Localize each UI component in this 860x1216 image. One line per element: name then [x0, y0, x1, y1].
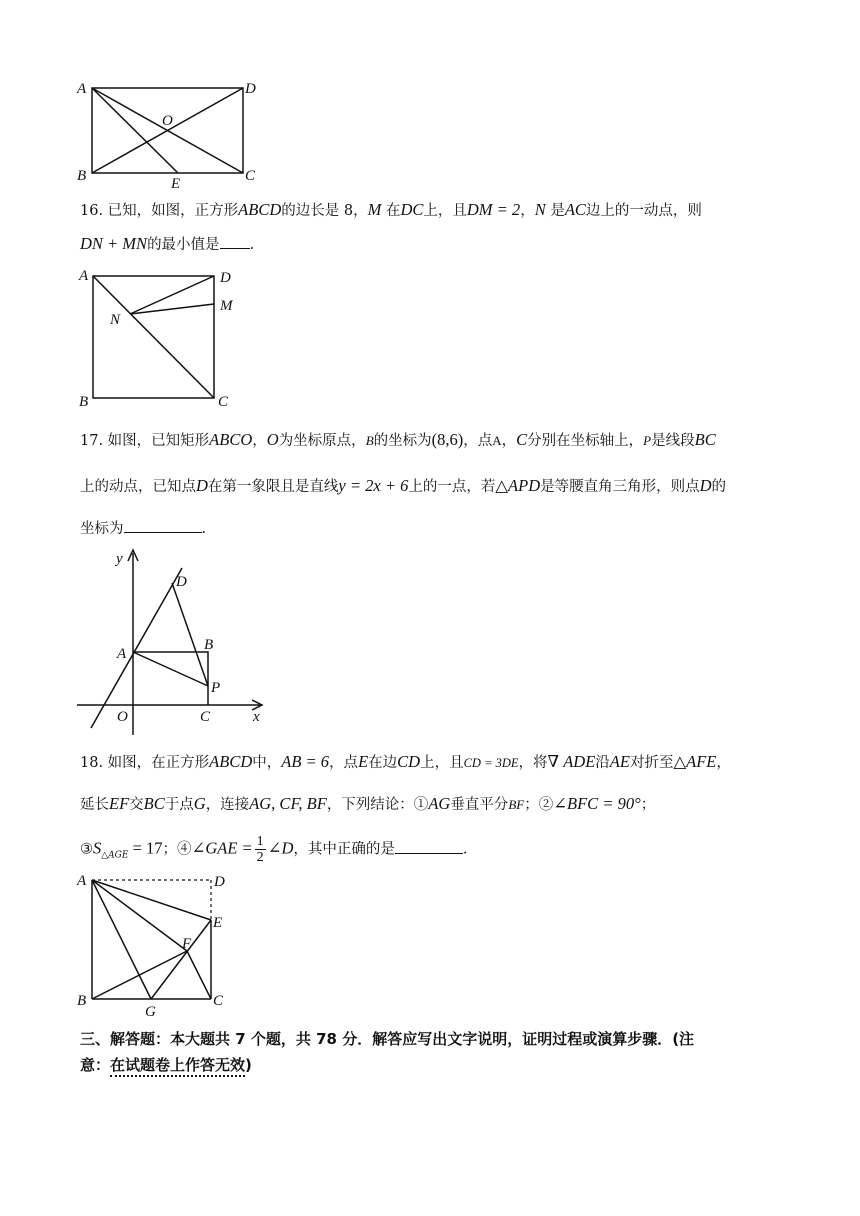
q16-line-2: DN + MN的最小值是 .	[80, 234, 255, 253]
label-A: A	[79, 268, 89, 284]
section-3-line-1: 三、解答题：本大题共 7 个题，共 78 分．解答应写出文字说明，证明过程或演算步骤．(注	[80, 1030, 695, 1048]
label-M: M	[220, 298, 233, 314]
label-A: A	[117, 646, 127, 662]
label-B: B	[204, 637, 214, 653]
q18-line-2: 延长EF交BC于点G，连接AG, CF, BF，下列结论：①AG垂直平分BF；②∠BFC = 90°；	[80, 794, 656, 813]
q17-line-3: 坐标为 .	[80, 518, 206, 539]
label-B: B	[77, 168, 87, 184]
label-B: B	[79, 394, 89, 410]
label-P: P	[211, 680, 221, 696]
label-B: B	[77, 993, 87, 1009]
label-E: E	[213, 915, 223, 931]
answer-blank	[124, 518, 202, 533]
emphasis-text: 在试题卷上作答无效	[110, 1056, 245, 1077]
label-A: A	[77, 873, 87, 889]
q18-line-3: $③S_{\triangle AGE} = 17$；④∠GAE = $\frac{1}{2}$ ∠D，其中正确的是 .	[80, 834, 468, 865]
label-N: N	[110, 312, 121, 328]
label-D: D	[220, 270, 231, 286]
q16-line-1: 16. 已知，如图，正方形ABCD的边长是 8，M 在DC上，且DM = 2，N 是AC边上的一动点，则	[80, 200, 702, 219]
figure-q15	[72, 76, 272, 191]
label-x: x	[253, 709, 260, 725]
label-y: y	[116, 551, 123, 567]
label-C: C	[218, 394, 229, 410]
section-3-heading	[80, 1026, 694, 1078]
answer-blank	[220, 234, 250, 249]
label-O: O	[117, 709, 128, 725]
fraction-half: $\frac{1}{2}$	[256, 834, 264, 865]
answer-blank	[395, 839, 463, 854]
figure-q17	[72, 545, 282, 740]
q17-line-1: 17. 如图，已知矩形ABCO，O为坐标原点，B的坐标为(8,6)，点A，C分别在坐标轴上，P是线段BC	[80, 430, 716, 449]
q17-line-2: 上的动点，已知点D在第一象限且是直线y = 2x + 6上的一点，若△APD是等腰直角三角形，则点D的	[80, 476, 727, 495]
label-G: G	[145, 1004, 156, 1020]
label-D: D	[245, 81, 256, 97]
label-E: E	[171, 176, 181, 191]
label-D: D	[214, 874, 225, 890]
label-C: C	[245, 168, 256, 184]
label-O: O	[162, 113, 173, 129]
section-3-line-2: 意：在试题卷上作答无效)	[80, 1052, 694, 1078]
label-D: D	[176, 574, 187, 590]
figure-q16	[72, 264, 252, 414]
label-F: F	[182, 936, 192, 952]
figure-q18	[72, 868, 252, 1028]
label-A: A	[77, 81, 87, 97]
q18-line-1: 18. 如图，在正方形ABCD中，AB = 6，点E在边CD上，且CD = 3DE，将∇ ADE沿AE对折至△AFE，	[80, 752, 731, 771]
label-C: C	[200, 709, 211, 725]
label-C: C	[213, 993, 224, 1009]
